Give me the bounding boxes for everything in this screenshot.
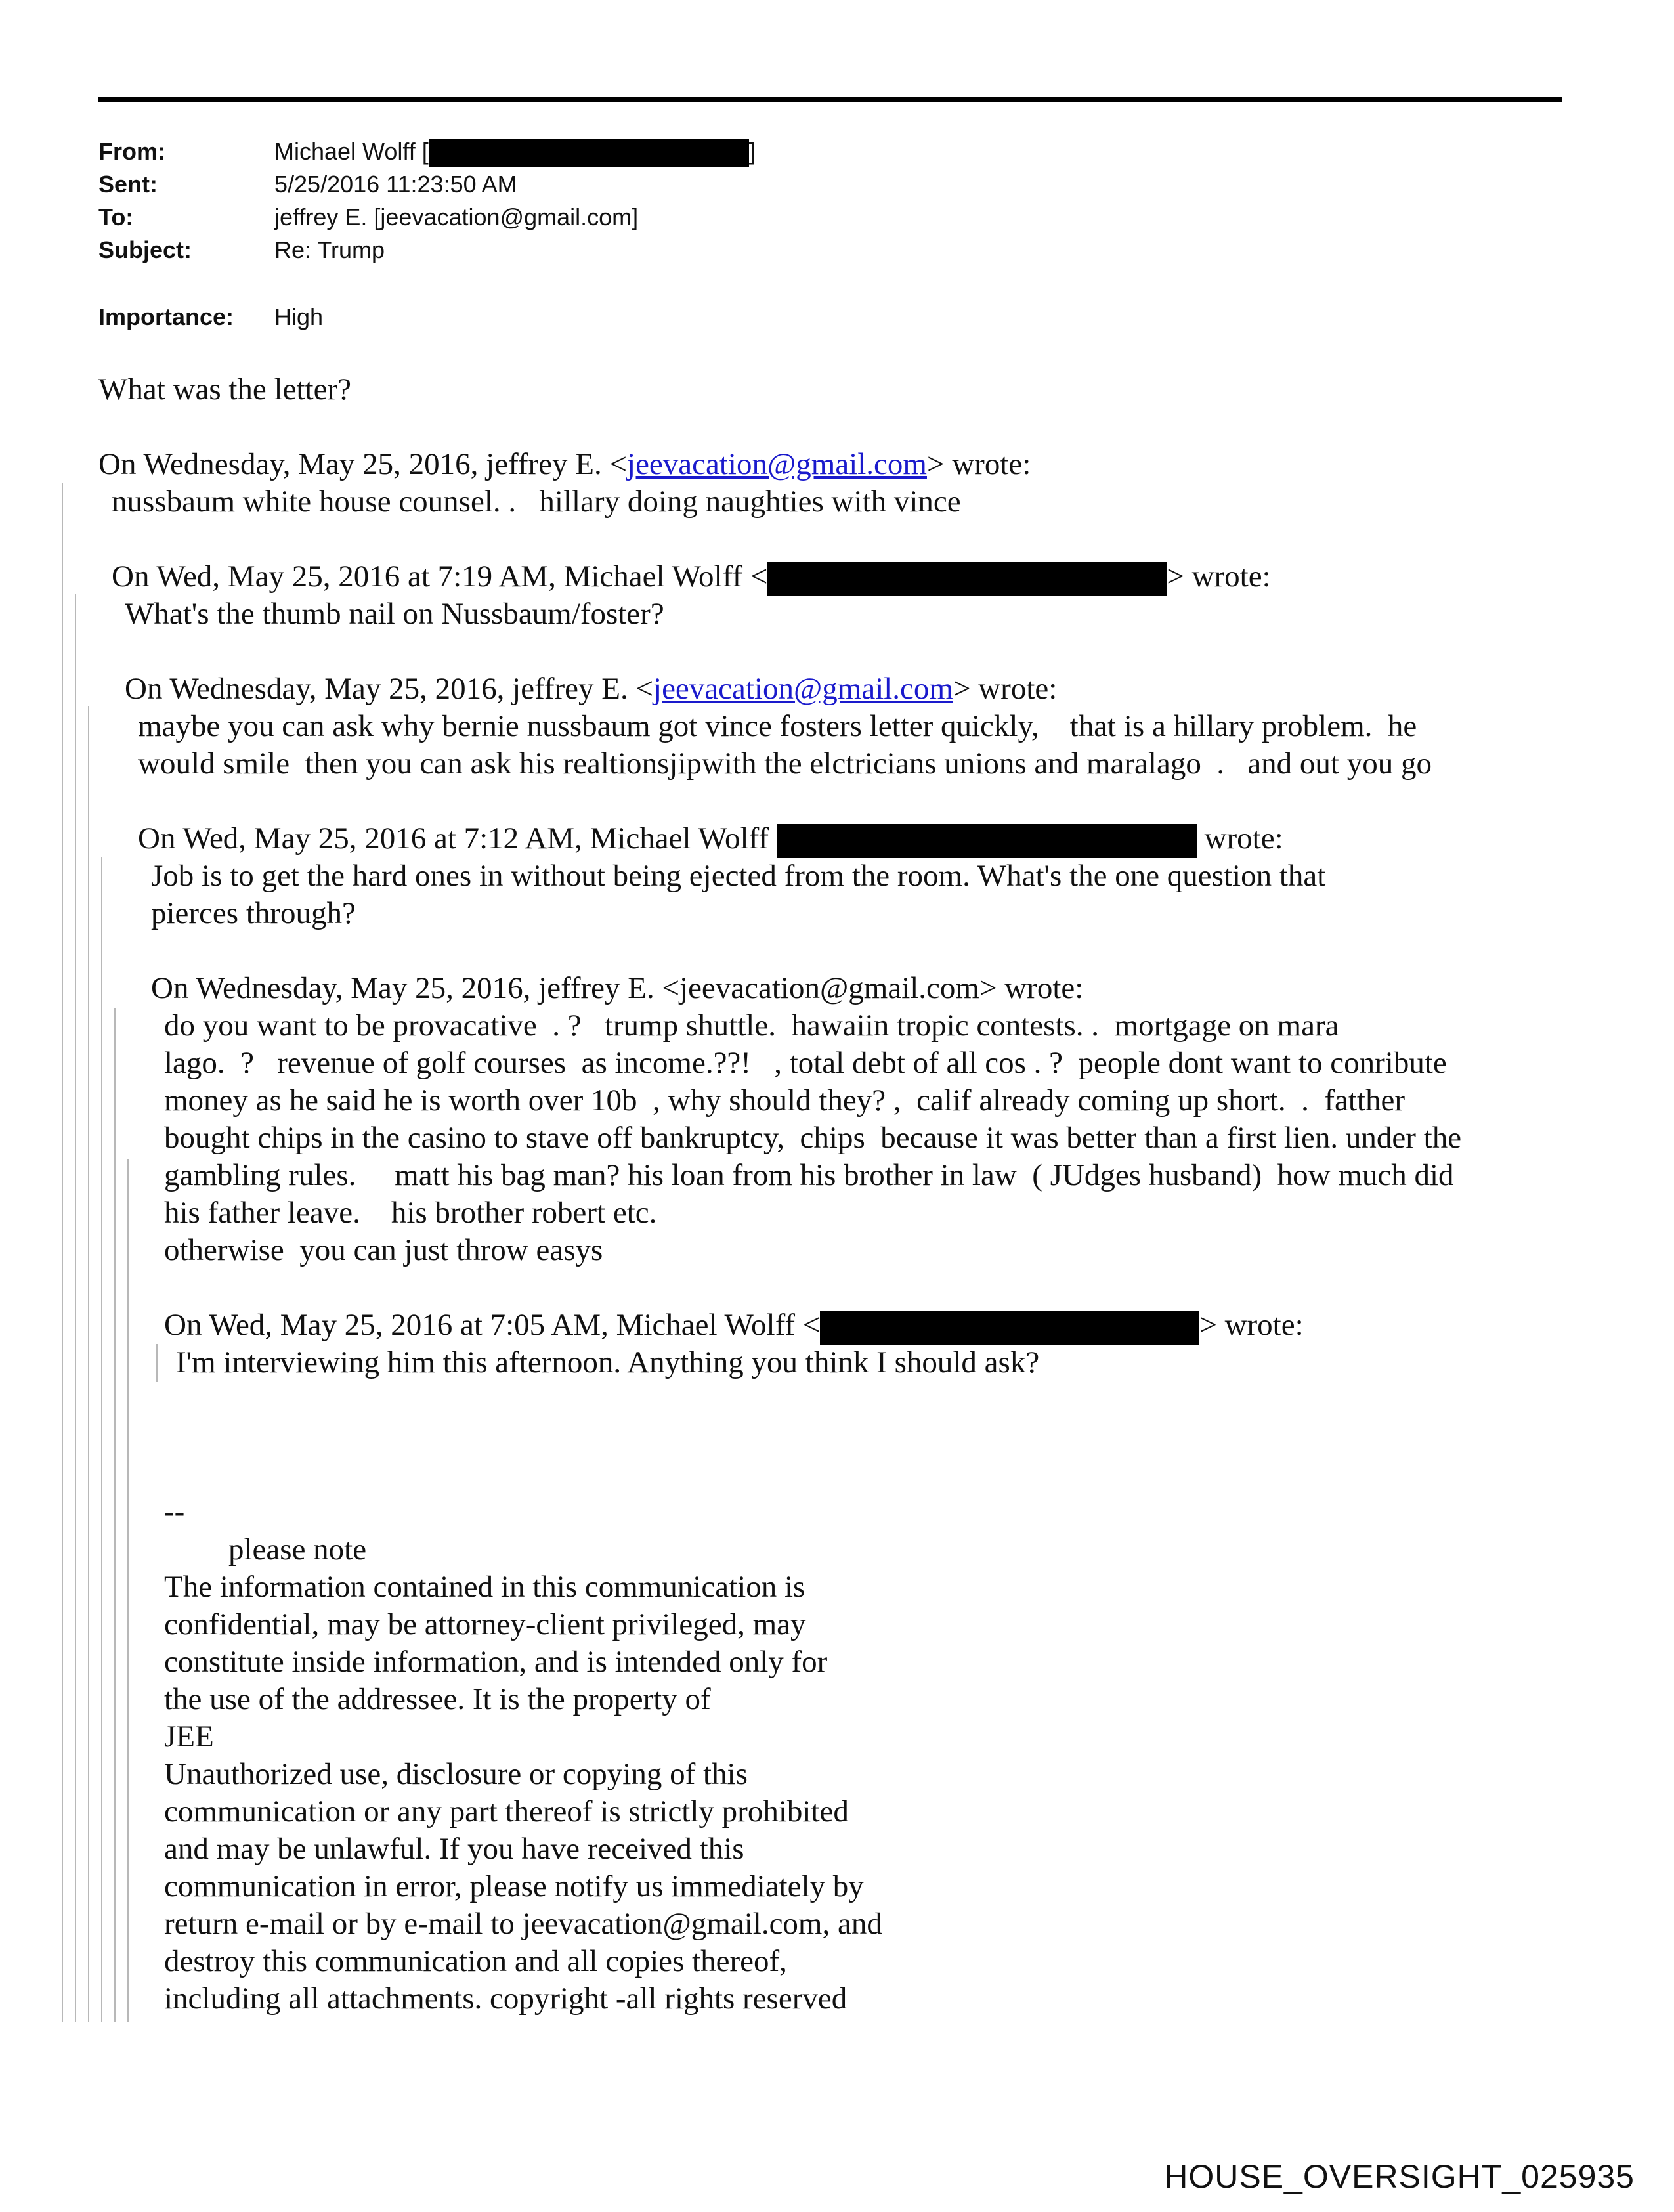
redaction-box [429,139,749,167]
quote-bar-5 [114,1008,116,2022]
q4-attr-pre: On Wed, May 25, 2016 at 7:12 AM, Michael Wolff [138,821,777,856]
quote-5-line: his father leave. his brother robert etc. [164,1196,657,1230]
q6-attr-post: > wrote: [1199,1308,1304,1342]
quote-3-line: maybe you can ask why bernie nussbaum got vince fosters letter quickly, that is a hillary problem. he [138,709,1417,743]
to-label: To: [98,204,134,230]
from-name: Michael Wolff [ [274,138,429,165]
quote-bar-4 [101,857,102,2022]
subject-label: Subject: [98,236,192,263]
quote-5-line: gambling rules. matt his bag man? his loan from his brother in law ( JUdges husband) how much did [164,1158,1454,1192]
signature-note: please note [228,1532,367,1567]
q6-attr-pre: On Wed, May 25, 2016 at 7:05 AM, Michael Wolff < [164,1308,821,1342]
sent-label: Sent: [98,171,158,198]
from-close: ] [748,138,756,165]
redaction-box [777,824,1197,858]
quote-5-line: otherwise you can just throw easys [164,1233,603,1267]
redaction-box [767,562,1167,596]
importance-label: Importance: [98,303,234,330]
from-value [274,135,756,168]
quote-5-line: do you want to be provacative . ? trump shuttle. hawaiin tropic contests. . mortgage on mara [164,1008,1339,1043]
disclaimer-line: including all attachments. copyright -all rights reserved [164,1982,848,2016]
quote-bar-2 [75,594,76,2022]
q4-attr-post: wrote: [1196,821,1283,856]
q2-attr-pre: On Wed, May 25, 2016 at 7:19 AM, Michael Wolff < [112,559,768,594]
email-link[interactable]: jeevacation@gmail.com [627,447,927,481]
disclaimer-line: the use of the addressee. It is the property of [164,1682,711,1716]
quote-4-line: pierces through? [151,896,356,930]
bates-number: HOUSE_OVERSIGHT_025935 [1164,2158,1635,2195]
to-value: jeffrey E. [jeevacation@gmail.com] [274,204,639,230]
quote-bar-3 [88,706,89,2022]
quote-3-attribution [125,670,1057,708]
email-link[interactable]: jeevacation@gmail.com [653,672,953,706]
quote-5-line: bought chips in the casino to stave off bankruptcy, chips because it was better than a first lien. under the [164,1121,1462,1155]
quote-4-line: Job is to get the hard ones in without being ejected from the room. What's the one question that [151,859,1326,893]
quote-1-attribution [98,446,1031,483]
q3-attr-pre: On Wednesday, May 25, 2016, jeffrey E. < [125,672,654,706]
quote-6-body: I'm interviewing him this afternoon. Anything you think I should ask? [176,1345,1040,1379]
signature-dashes: -- [164,1495,185,1529]
quote-5-attribution: On Wednesday, May 25, 2016, jeffrey E. <jeevacation@gmail.com> wrote: [151,971,1084,1005]
quote-4-attribution [138,820,1283,858]
quote-3-line: would smile then you can ask his realtionsjipwith the elctricians unions and maralago . and out you go [138,747,1432,781]
quote-6-attribution [164,1307,1304,1345]
reply-text: What was the letter? [98,372,351,406]
disclaimer-line: destroy this communication and all copies thereof, [164,1944,787,1978]
quote-2-attribution [112,558,1271,596]
q2-attr-post: > wrote: [1167,559,1271,594]
sent-value: 5/25/2016 11:23:50 AM [274,171,517,198]
quote-2-body: What's the thumb nail on Nussbaum/foster? [125,597,664,631]
quote-bar-6 [127,1159,129,2022]
disclaimer-line: The information contained in this communication is [164,1570,805,1604]
header-rule [98,97,1562,102]
quote-bar-1 [62,483,63,2022]
q1-attr-post: > wrote: [926,447,1031,481]
quote-5-line: money as he said he is worth over 10b , why should they? , calif already coming up short. . fatther [164,1083,1405,1117]
disclaimer-line: return e-mail or by e-mail to jeevacation@gmail.com, and [164,1907,882,1941]
disclaimer-line: constitute inside information, and is intended only for [164,1645,828,1679]
disclaimer-line: communication or any part thereof is strictly prohibited [164,1794,849,1829]
quote-5-line: lago. ? revenue of golf courses as income.??! , total debt of all cos . ? people dont want to conribute [164,1046,1447,1080]
q1-attr-pre: On Wednesday, May 25, 2016, jeffrey E. < [98,447,628,481]
quote-1-body: nussbaum white house counsel. . hillary doing naughties with vince [112,485,961,519]
disclaimer-line: confidential, may be attorney-client privileged, may [164,1607,806,1641]
disclaimer-line: and may be unlawful. If you have received this [164,1832,744,1866]
from-label: From: [98,138,165,165]
q3-attr-post: > wrote: [953,672,1058,706]
disclaimer-line: Unauthorized use, disclosure or copying of this [164,1757,748,1791]
disclaimer-line: communication in error, please notify us immediately by [164,1869,864,1903]
importance-value: High [274,303,324,330]
disclaimer-line: JEE [164,1720,214,1754]
quote-bar-7 [156,1344,158,1382]
subject-value: Re: Trump [274,236,385,263]
redaction-box [820,1311,1199,1345]
